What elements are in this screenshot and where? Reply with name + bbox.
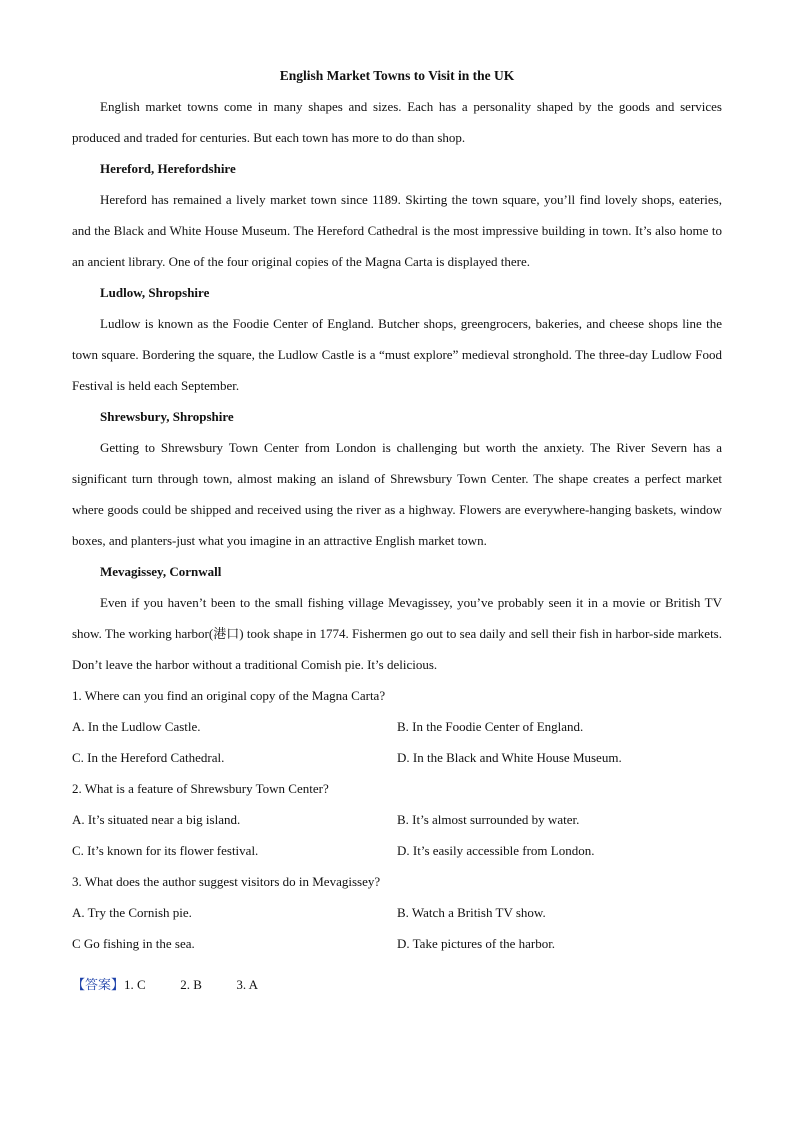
option-b: B. It’s almost surrounded by water. [397,812,580,827]
document-page [72,60,722,1000]
option-d: D. In the Black and White House Museum. [397,750,622,765]
section-text: Even if you haven’t been to the small fishing village Mevagissey, you’ve probably seen it in a movie or British TV show. The working harbor(港口) took shape in 1774. Fishermen go out to sea daily and sell their fish in harbor-side markets. Don’t leave the harbor without a traditional Comish pie. It’s delicious. [72,595,722,672]
answer-item: 1. C [124,977,146,992]
section-paragraph-shrewsbury [72,432,722,556]
question-3-stem: 3. What does the author suggest visitors do in Mevagissey? [72,874,381,889]
answer-label: 【答案】 [72,977,125,992]
section-heading-hereford: Hereford, Herefordshire [100,161,236,176]
section-paragraph-hereford [72,184,722,277]
section-text: Hereford has remained a lively market town since 1189. Skirting the town square, you’ll find lovely shops, eateries, and the Black and White House Museum. The Hereford Cathedral is the most impressive building in town. It’s also home to an ancient library. One of the four original copies of the Magna Carta is displayed there. [72,192,722,269]
option-a: A. In the Ludlow Castle. [72,719,201,734]
answer-key [72,969,722,1000]
section-paragraph-ludlow [72,308,722,401]
option-a: A. It’s situated near a big island. [72,812,241,827]
section-heading-shrewsbury: Shrewsbury, Shropshire [100,409,234,424]
option-c: C. It’s known for its flower festival. [72,843,259,858]
section-paragraph-mevagissey [72,587,722,680]
option-a: A. Try the Cornish pie. [72,905,192,920]
answer-item: 3. A [236,977,259,992]
option-c: C Go fishing in the sea. [72,936,195,951]
option-b: B. Watch a British TV show. [397,905,546,920]
intro-paragraph [72,91,722,153]
question-3-options-row-1 [72,897,722,928]
question-2-options-row-2 [72,835,722,866]
document-title: English Market Towns to Visit in the UK [279,68,515,83]
answer-item: 2. B [180,977,202,992]
option-b: B. In the Foodie Center of England. [397,719,584,734]
question-3-options-row-2 [72,928,722,959]
question-1-options-row-2 [72,742,722,773]
option-c: C. In the Hereford Cathedral. [72,750,225,765]
question-2-stem: 2. What is a feature of Shrewsbury Town Center? [72,781,329,796]
section-text: Getting to Shrewsbury Town Center from London is challenging but worth the anxiety. The River Severn has a significant turn through town, almost making an island of Shrewsbury Town Center. The shape creates a perfect market where goods could be shipped and received using the river as a highway. Flowers are everywhere-hanging baskets, window boxes, and planters-just what you imagine in an attractive English market town. [72,440,722,548]
intro-text: English market towns come in many shapes and sizes. Each has a personality shaped by the goods and services produced and traded for centuries. But each town has more to do than shop. [72,99,722,145]
question-1-stem: 1. Where can you find an original copy of the Magna Carta? [72,688,386,703]
question-2-options-row-1 [72,804,722,835]
section-heading-mevagissey: Mevagissey, Cornwall [100,564,222,579]
option-d: D. It’s easily accessible from London. [397,843,595,858]
section-text: Ludlow is known as the Foodie Center of England. Butcher shops, greengrocers, bakeries, and cheese shops line the town square. Bordering the square, the Ludlow Castle is a “must explore” medieval stronghold. The three-day Ludlow Food Festival is held each September. [72,316,722,393]
section-heading-ludlow: Ludlow, Shropshire [100,285,210,300]
option-d: D. Take pictures of the harbor. [397,936,556,951]
question-1-options-row-1 [72,711,722,742]
